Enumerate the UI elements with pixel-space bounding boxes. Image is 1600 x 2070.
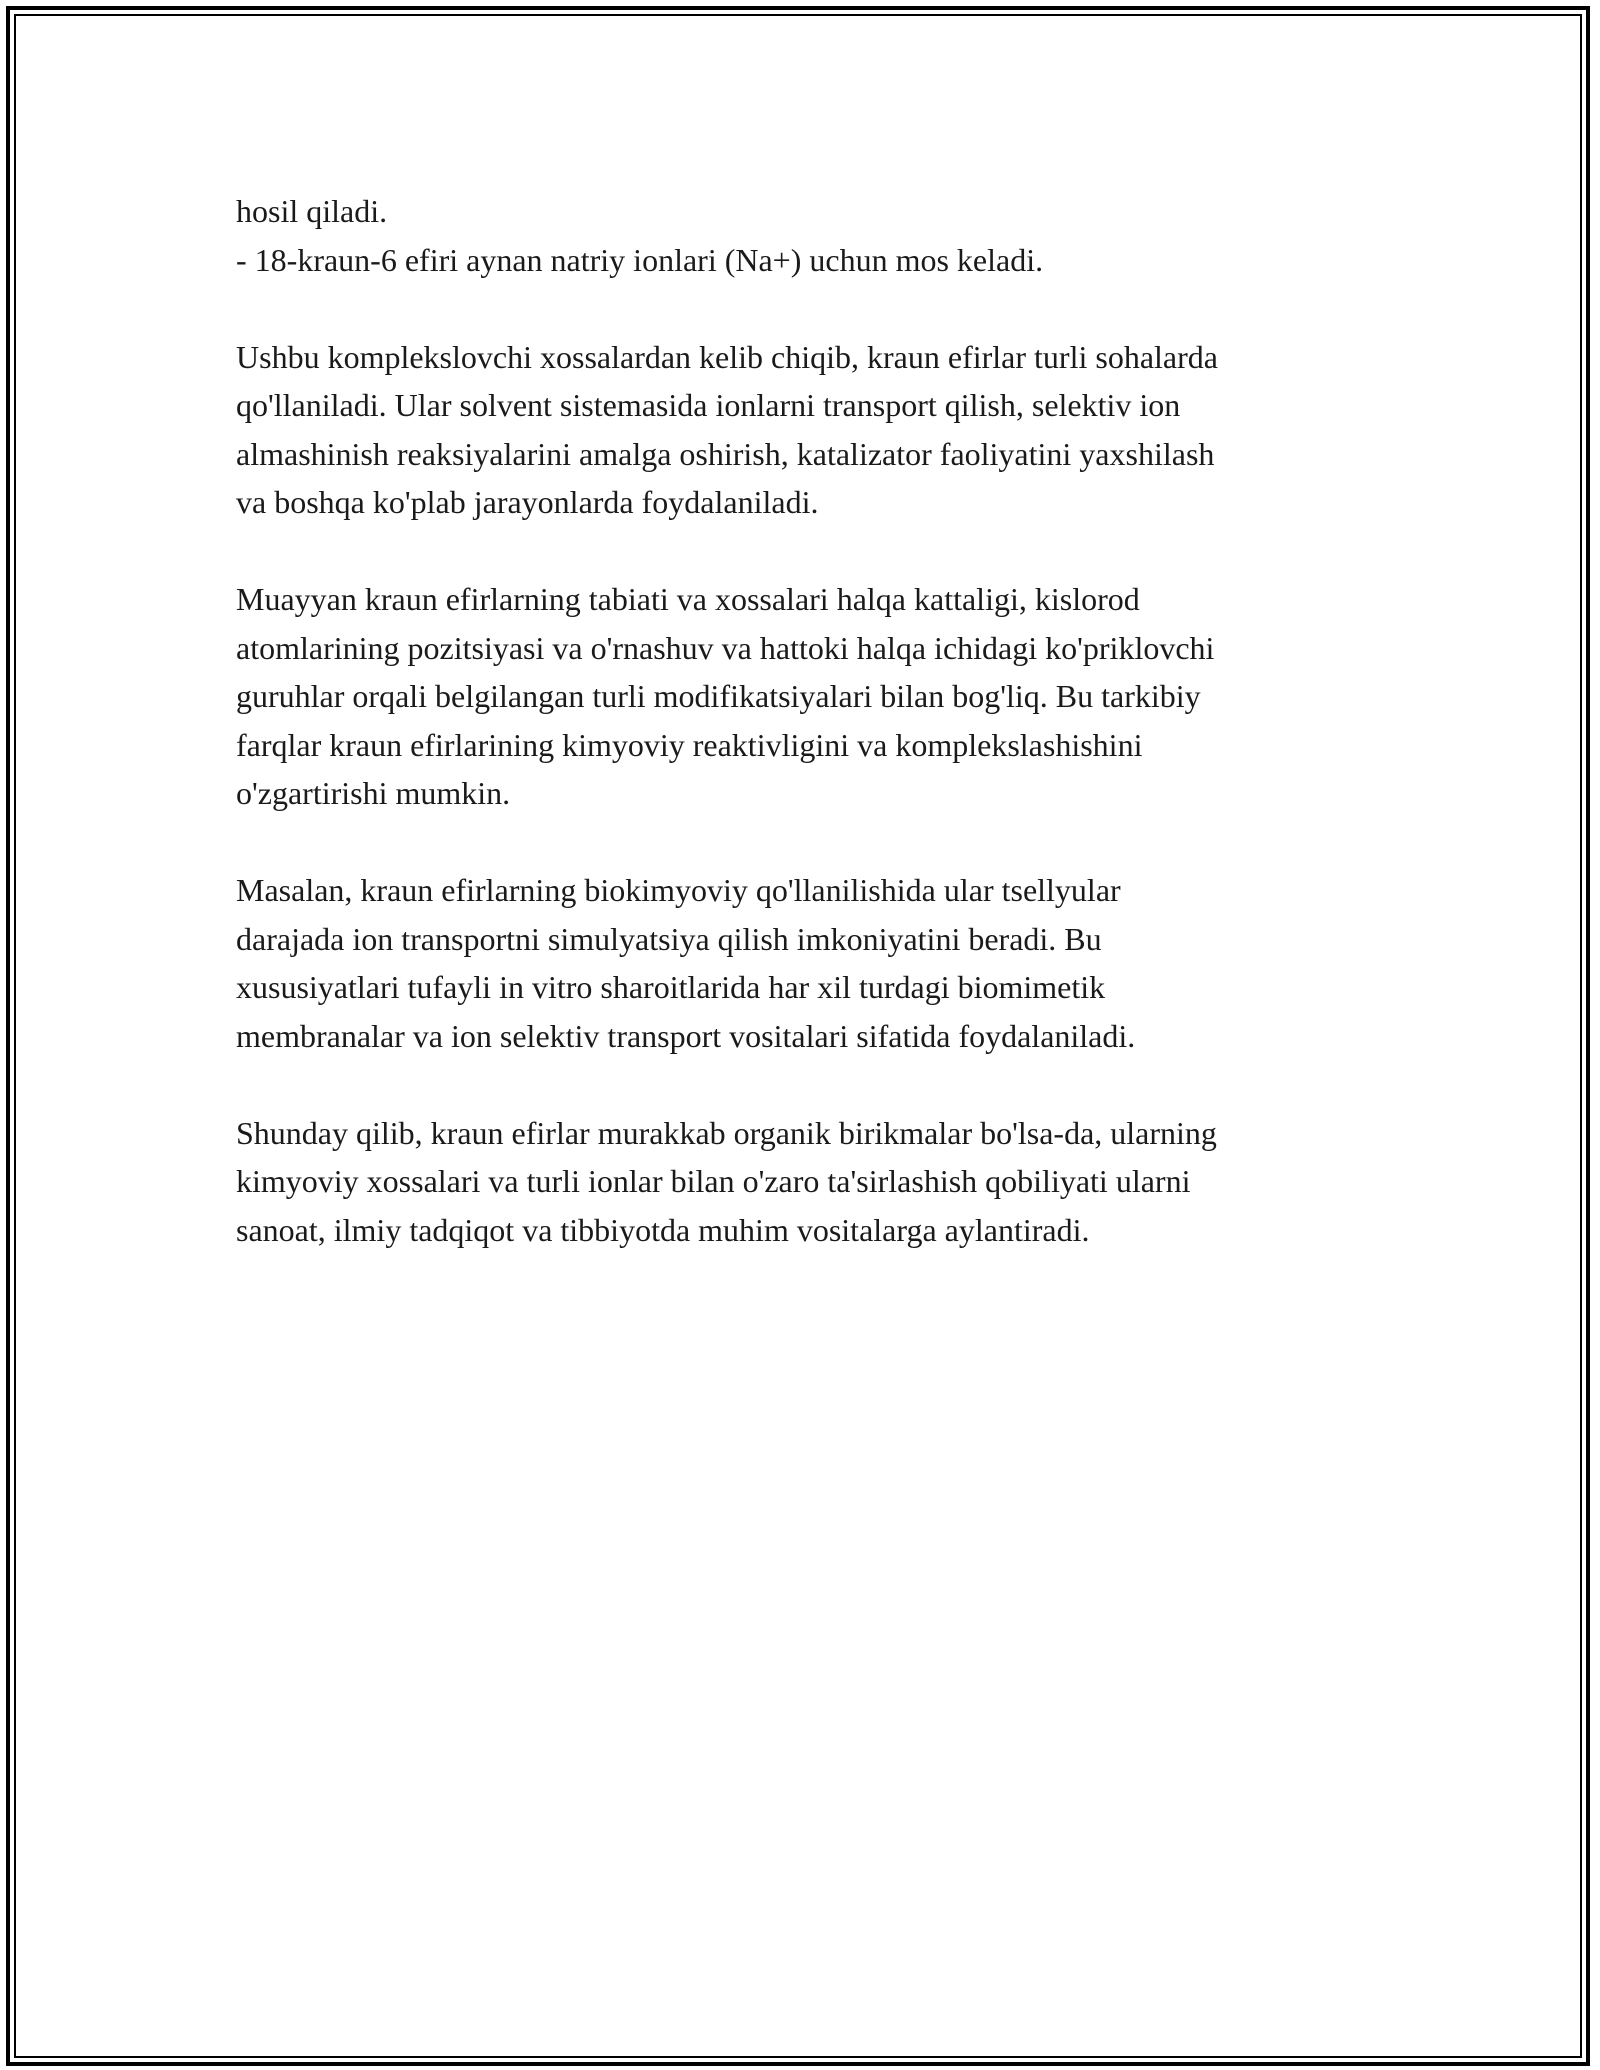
text-line: sanoat, ilmiy tadqiqot va tibbiyotda muhim vositalarga aylantiradi.: [236, 1211, 1090, 1248]
text-line: Ushbu komplekslovchi xossalardan kelib chiqib, kraun efirlar turli sohalarda: [236, 338, 1218, 375]
document-body: [236, 187, 1386, 1254]
text-line: hosil qiladi.: [236, 193, 388, 229]
paragraph-properties: [236, 575, 1386, 818]
text-line: o'zgartirishi mumkin.: [236, 775, 511, 811]
text-line: Shunday qilib, kraun efirlar murakkab organik birikmalar bo'lsa-da, ularning: [236, 1114, 1217, 1151]
text-line: qo'llaniladi. Ular solvent sistemasida ionlarni transport qilish, selektiv ion: [236, 387, 1181, 423]
paragraph-biochemical: [236, 866, 1386, 1060]
text-line: almashinish reaksiyalarini amalga oshirish, katalizator faoliyatini yaxshilash: [236, 435, 1215, 472]
text-line: kimyoviy xossalari va turli ionlar bilan o'zaro ta'sirlashish qobiliyati ularni: [236, 1163, 1191, 1199]
text-line: farqlar kraun efirlarining kimyoviy reaktivligini va komplekslashishini: [236, 726, 1143, 763]
text-line: va boshqa ko'plab jarayonlarda foydalaniladi.: [236, 484, 819, 520]
text-line: guruhlar orqali belgilangan turli modifikatsiyalari bilan bog'liq. Bu tarkibiy: [236, 678, 1201, 714]
text-line: membranalar va ion selektiv transport vositalari sifatida foydalaniladi.: [236, 1017, 1136, 1054]
text-line: atomlarining pozitsiyasi va o'rnashuv va hattoki halqa ichidagi ko'priklovchi: [236, 629, 1215, 666]
text-line: Muayyan kraun efirlarning tabiati va xossalari halqa kattaligi, kislorod: [236, 581, 1140, 617]
text-line: - 18-kraun-6 efiri aynan natriy ionlari (Na+) uchun mos keladi.: [236, 241, 1044, 278]
paragraph-applications: [236, 333, 1386, 527]
text-line: darajada ion transportni simulyatsiya qilish imkoniyatini beradi. Bu: [236, 920, 1102, 957]
paragraph-conclusion: [236, 1109, 1386, 1255]
text-line: Masalan, kraun efirlarning biokimyoviy qo'llanilishida ular tsellyular: [236, 872, 1121, 908]
text-line: xususiyatlari tufayli in vitro sharoitlarida har xil turdagi biomimetik: [236, 969, 1106, 1005]
lead-paragraph: [236, 187, 1386, 284]
